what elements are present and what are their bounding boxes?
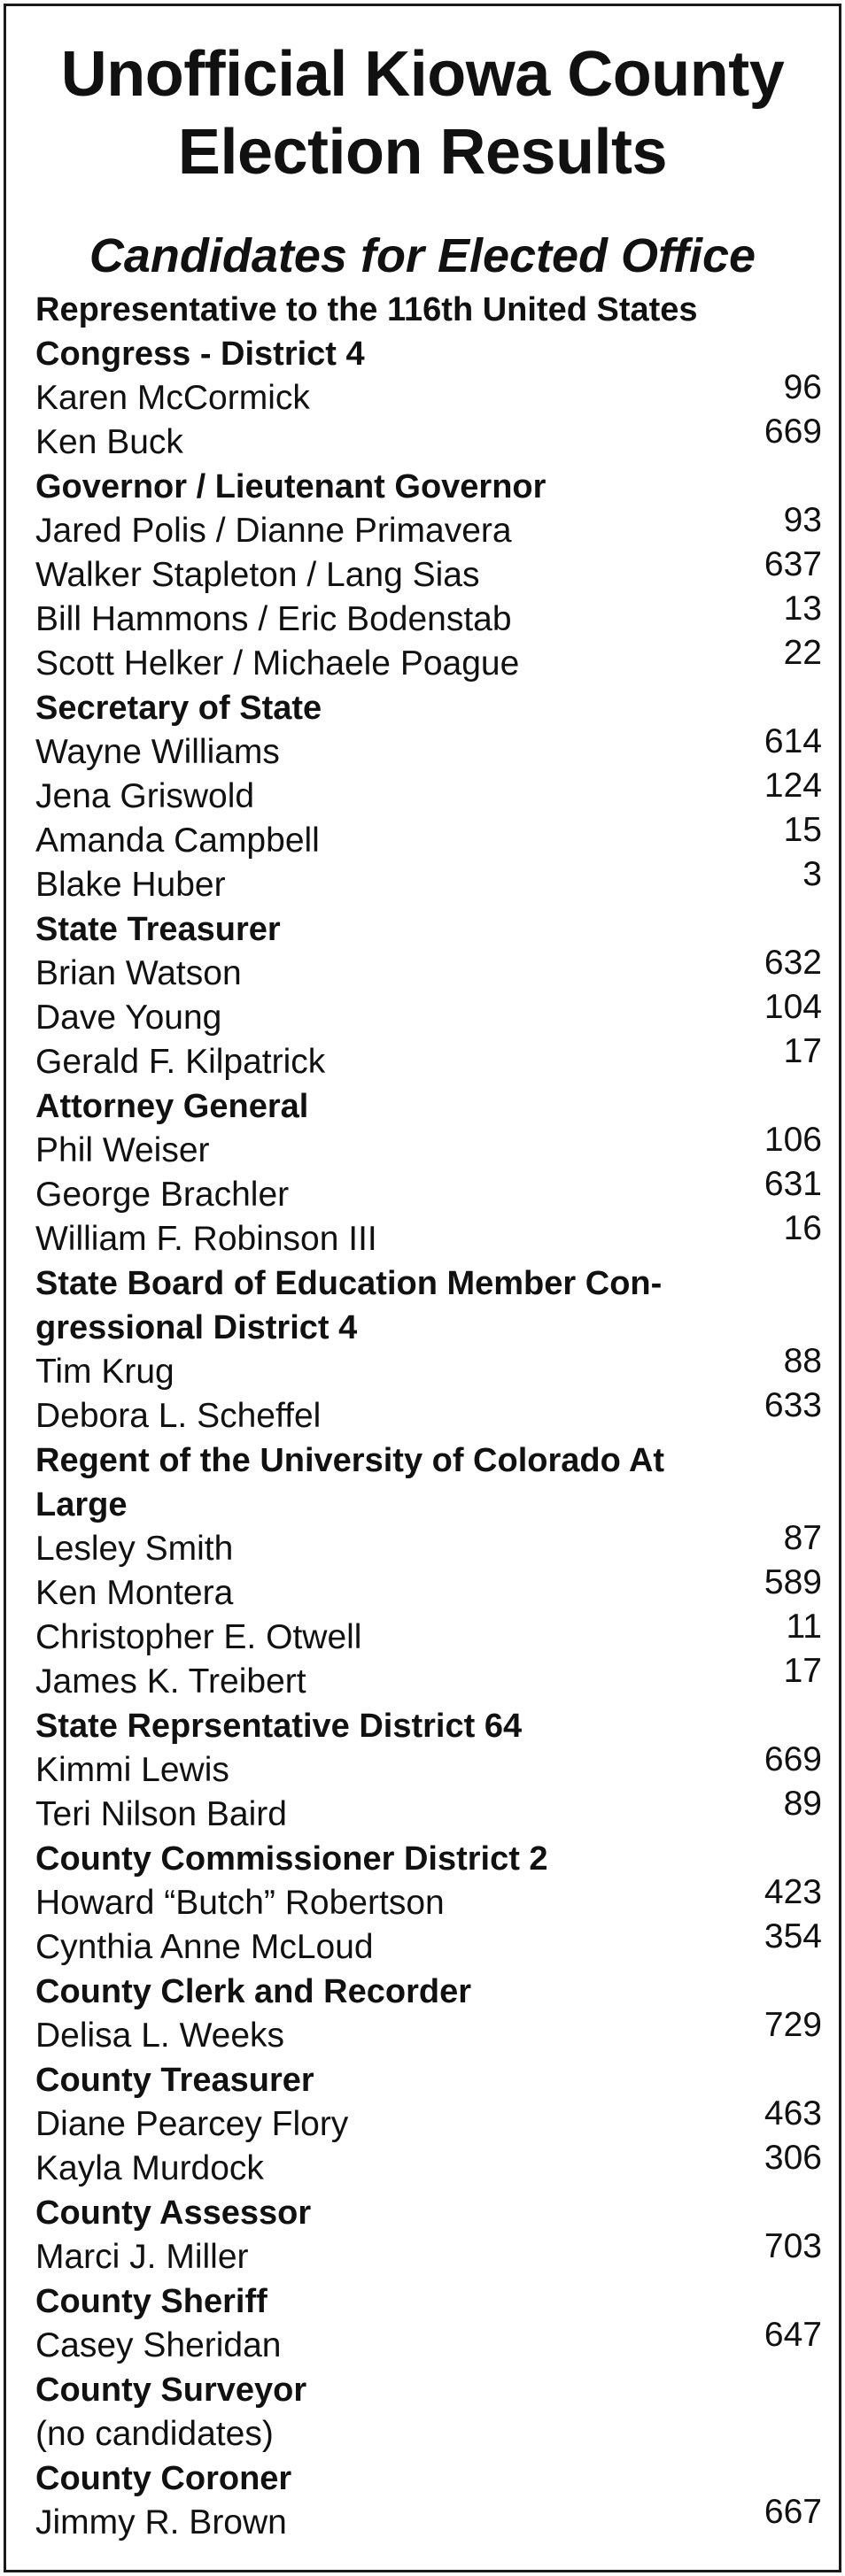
office-heading: County Commissioner District 2 — [35, 1840, 548, 1878]
title-line-2: Election Results — [177, 117, 668, 188]
office-heading: County Coroner — [35, 2460, 292, 2497]
vote-count: 88 — [783, 1342, 822, 1380]
candidate-row — [35, 1917, 822, 1970]
candidate-name: Teri Nilson Baird — [35, 1795, 287, 1833]
candidate-name: Howard “Butch” Robertson — [35, 1884, 445, 1922]
candidate-row — [35, 855, 822, 907]
vote-count: 463 — [764, 2094, 822, 2133]
office-heading: Regent of the University of Colorado At — [35, 1442, 665, 1479]
candidate-row — [35, 368, 822, 420]
vote-count: 729 — [764, 2006, 822, 2044]
candidate-name: Karen McCormick — [35, 379, 310, 417]
vote-count: 632 — [764, 944, 822, 982]
page-subtitle: Candidates for Elected Office — [89, 229, 756, 282]
office-heading: Attorney General — [35, 1088, 309, 1125]
race-section — [35, 1261, 822, 1438]
candidate-row — [35, 1386, 822, 1438]
race-section — [35, 1704, 822, 1837]
vote-count: 17 — [783, 1652, 822, 1690]
candidate-name: Blake Huber — [35, 866, 226, 904]
candidate-name: Cynthia Anne McLoud — [35, 1928, 374, 1966]
vote-count: 614 — [764, 722, 822, 760]
race-section — [35, 465, 822, 686]
candidate-name: Ken Buck — [35, 423, 183, 461]
vote-count: 96 — [783, 368, 822, 406]
office-heading: Representative to the 116th United States — [35, 291, 698, 328]
vote-count: 17 — [783, 1032, 822, 1070]
candidate-row — [35, 767, 822, 819]
vote-count: 703 — [764, 2227, 822, 2265]
candidate-row — [35, 1519, 822, 1571]
candidate-row — [35, 1652, 822, 1704]
race-section — [35, 1438, 822, 1704]
office-heading: Governor / Lieutenant Governor — [35, 468, 547, 505]
office-heading: Congress - District 4 — [35, 335, 365, 373]
candidate-name: Kayla Murdock — [35, 2149, 264, 2187]
vote-count: 89 — [783, 1785, 822, 1823]
candidate-name: Gerald F. Kilpatrick — [35, 1043, 326, 1081]
candidate-name: Christopher E. Otwell — [35, 1618, 362, 1656]
vote-count: 22 — [783, 634, 822, 672]
candidate-name: Casey Sheridan — [35, 2326, 282, 2364]
vote-count: 589 — [764, 1563, 822, 1601]
vote-count: 15 — [783, 811, 822, 849]
candidate-name: Dave Young — [35, 999, 222, 1037]
vote-count: 106 — [764, 1121, 822, 1159]
candidate-name: Delisa L. Weeks — [35, 2017, 285, 2055]
vote-count: 104 — [764, 988, 822, 1026]
candidate-row — [35, 1165, 822, 1217]
candidate-row — [35, 722, 822, 775]
candidate-row — [35, 2227, 822, 2279]
vote-count: 13 — [783, 590, 822, 628]
race-section — [35, 2279, 822, 2368]
candidate-row — [35, 590, 822, 642]
page-title — [0, 35, 845, 191]
candidate-name: (no candidates) — [35, 2415, 274, 2453]
office-heading: County Surveyor — [35, 2372, 307, 2409]
race-section — [35, 2191, 822, 2279]
candidate-name: James K. Treibert — [35, 1662, 306, 1701]
office-heading: County Assessor — [35, 2194, 312, 2232]
race-section — [35, 1970, 822, 2058]
candidate-row — [35, 2006, 822, 2058]
vote-count: 124 — [764, 767, 822, 805]
candidate-name: Wayne Williams — [35, 733, 280, 771]
candidate-row — [35, 1209, 822, 1261]
candidate-row — [35, 2139, 822, 2191]
candidate-row — [35, 634, 822, 686]
candidate-row — [35, 501, 822, 553]
race-section — [35, 907, 822, 1084]
candidate-name: Amanda Campbell — [35, 821, 320, 860]
candidate-row — [35, 1785, 822, 1837]
candidate-name: George Brachler — [35, 1176, 290, 1214]
vote-count: 667 — [764, 2493, 822, 2531]
candidate-row — [35, 2316, 822, 2368]
candidate-row — [35, 1121, 822, 1173]
candidate-row — [35, 2094, 822, 2147]
office-heading: County Sheriff — [35, 2283, 267, 2320]
candidate-row — [35, 2412, 822, 2456]
office-heading: County Clerk and Recorder — [35, 1973, 471, 2010]
vote-count: 16 — [783, 1209, 822, 1247]
race-section — [35, 2456, 822, 2545]
office-heading: State Board of Education Member Con- — [35, 1265, 663, 1302]
title-line-1: Unofficial Kiowa County — [60, 39, 785, 110]
vote-count: 87 — [783, 1519, 822, 1557]
race-section — [35, 2368, 822, 2456]
candidate-name: Kimmi Lewis — [35, 1751, 229, 1789]
vote-count: 306 — [764, 2139, 822, 2177]
vote-count: 3 — [802, 855, 822, 893]
candidate-name: Jimmy R. Brown — [35, 2503, 287, 2541]
vote-count: 669 — [764, 413, 822, 451]
candidate-name: Debora L. Scheffel — [35, 1397, 322, 1435]
candidate-name: Bill Hammons / Eric Bodenstab — [35, 600, 512, 638]
vote-count: 93 — [783, 501, 822, 539]
candidate-name: Jena Griswold — [35, 777, 255, 815]
candidate-row — [35, 944, 822, 996]
candidate-row — [35, 2493, 822, 2545]
vote-count: 637 — [764, 545, 822, 583]
office-heading: County Treasurer — [35, 2062, 314, 2099]
candidate-row — [35, 988, 822, 1040]
vote-count: 11 — [786, 1608, 822, 1646]
office-heading: Secretary of State — [35, 690, 322, 727]
candidate-name: Diane Pearcey Flory — [35, 2105, 349, 2143]
candidate-name: Jared Polis / Dianne Primavera — [35, 512, 512, 550]
candidate-name: Lesley Smith — [35, 1530, 234, 1568]
race-section — [35, 288, 822, 465]
candidate-row — [35, 1032, 822, 1084]
office-heading: State Treasurer — [35, 911, 281, 948]
vote-count: 631 — [764, 1165, 822, 1203]
candidate-row — [35, 1873, 822, 1925]
office-heading: gressional District 4 — [35, 1309, 358, 1346]
candidate-name: Brian Watson — [35, 954, 242, 992]
vote-count: 423 — [764, 1873, 822, 1911]
candidate-name: William F. Robinson III — [35, 1220, 377, 1258]
race-section — [35, 1837, 822, 1970]
race-section — [35, 686, 822, 907]
candidate-row — [35, 1740, 822, 1793]
candidate-row — [35, 1563, 822, 1616]
candidate-row — [35, 545, 822, 598]
vote-count: 669 — [764, 1740, 822, 1778]
candidate-row — [35, 811, 822, 863]
vote-count: 354 — [764, 1917, 822, 1955]
candidate-name: Marci J. Miller — [35, 2238, 249, 2276]
candidate-name: Walker Stapleton / Lang Sias — [35, 556, 480, 594]
vote-count: 647 — [764, 2316, 822, 2354]
race-section — [35, 2058, 822, 2191]
vote-count: 633 — [764, 1386, 822, 1424]
candidate-name: Ken Montera — [35, 1574, 234, 1612]
candidate-row — [35, 1608, 822, 1660]
candidate-row — [35, 1342, 822, 1394]
results-list — [35, 288, 822, 2545]
office-heading: Large — [35, 1486, 128, 1523]
race-section — [35, 1084, 822, 1261]
candidate-name: Scott Helker / Michaele Poague — [35, 644, 520, 683]
candidate-row — [35, 413, 822, 465]
candidate-name: Phil Weiser — [35, 1131, 210, 1169]
office-heading: State Reprsentative District 64 — [35, 1708, 523, 1745]
candidate-name: Tim Krug — [35, 1353, 174, 1391]
